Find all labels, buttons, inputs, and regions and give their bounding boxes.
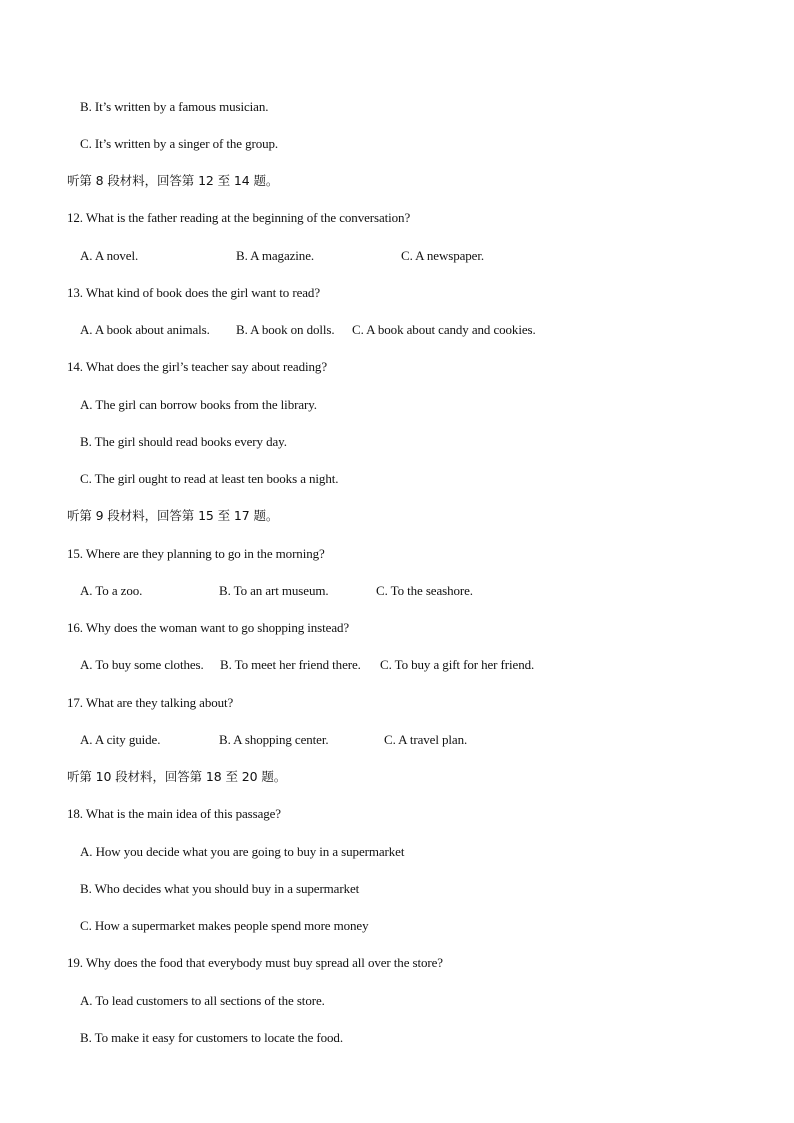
q17-question: 17. What are they talking about? — [67, 695, 234, 710]
q11-option-b: B. It’s written by a famous musician. — [80, 99, 269, 114]
q19-option-b: B. To make it easy for customers to locate the food. — [80, 1030, 343, 1045]
q12-question: 12. What is the father reading at the beginning of the conversation? — [67, 210, 411, 225]
q13-option-a: A. A book about animals. — [80, 322, 210, 337]
q12-option-b: B. A magazine. — [236, 248, 315, 263]
q19-question: 19. Why does the food that everybody must buy spread all over the store? — [67, 955, 443, 970]
q15-question: 15. Where are they planning to go in the morning? — [67, 546, 325, 561]
q13-option-c: C. A book about candy and cookies. — [352, 322, 536, 337]
section-9-heading: 听第 9 段材料，回答第 15 至 17 题。 — [67, 508, 279, 523]
q16-option-b: B. To meet her friend there. — [220, 657, 361, 672]
q14-question: 14. What does the girl’s teacher say about reading? — [67, 359, 327, 374]
q11-option-c: C. It’s written by a singer of the group. — [80, 136, 279, 151]
q17-option-a: A. A city guide. — [80, 732, 161, 747]
q15-option-b: B. To an art museum. — [219, 583, 329, 598]
q17-option-c: C. A travel plan. — [384, 732, 468, 747]
q18-question: 18. What is the main idea of this passage? — [67, 806, 281, 821]
q16-question: 16. Why does the woman want to go shopping instead? — [67, 620, 350, 635]
q15-option-c: C. To the seashore. — [376, 583, 473, 598]
q16-option-c: C. To buy a gift for her friend. — [380, 657, 535, 672]
q18-option-c: C. How a supermarket makes people spend more money — [80, 918, 369, 933]
q17-option-b: B. A shopping center. — [219, 732, 329, 747]
q14-option-b: B. The girl should read books every day. — [80, 434, 287, 449]
q16-option-a: A. To buy some clothes. — [80, 657, 204, 672]
q14-option-c: C. The girl ought to read at least ten books a night. — [80, 471, 339, 486]
q15-option-a: A. To a zoo. — [80, 583, 143, 598]
section-8-heading: 听第 8 段材料，回答第 12 至 14 题。 — [67, 173, 279, 188]
section-10-heading: 听第 10 段材料，回答第 18 至 20 题。 — [67, 769, 287, 784]
q13-option-b: B. A book on dolls. — [236, 322, 335, 337]
q19-option-a: A. To lead customers to all sections of the store. — [80, 993, 325, 1008]
q18-option-b: B. Who decides what you should buy in a supermarket — [80, 881, 360, 896]
q12-option-a: A. A novel. — [80, 248, 139, 263]
q14-option-a: A. The girl can borrow books from the library. — [80, 397, 317, 412]
q18-option-a: A. How you decide what you are going to buy in a supermarket — [80, 844, 405, 859]
q12-option-c: C. A newspaper. — [401, 248, 484, 263]
q13-question: 13. What kind of book does the girl want to read? — [67, 285, 320, 300]
